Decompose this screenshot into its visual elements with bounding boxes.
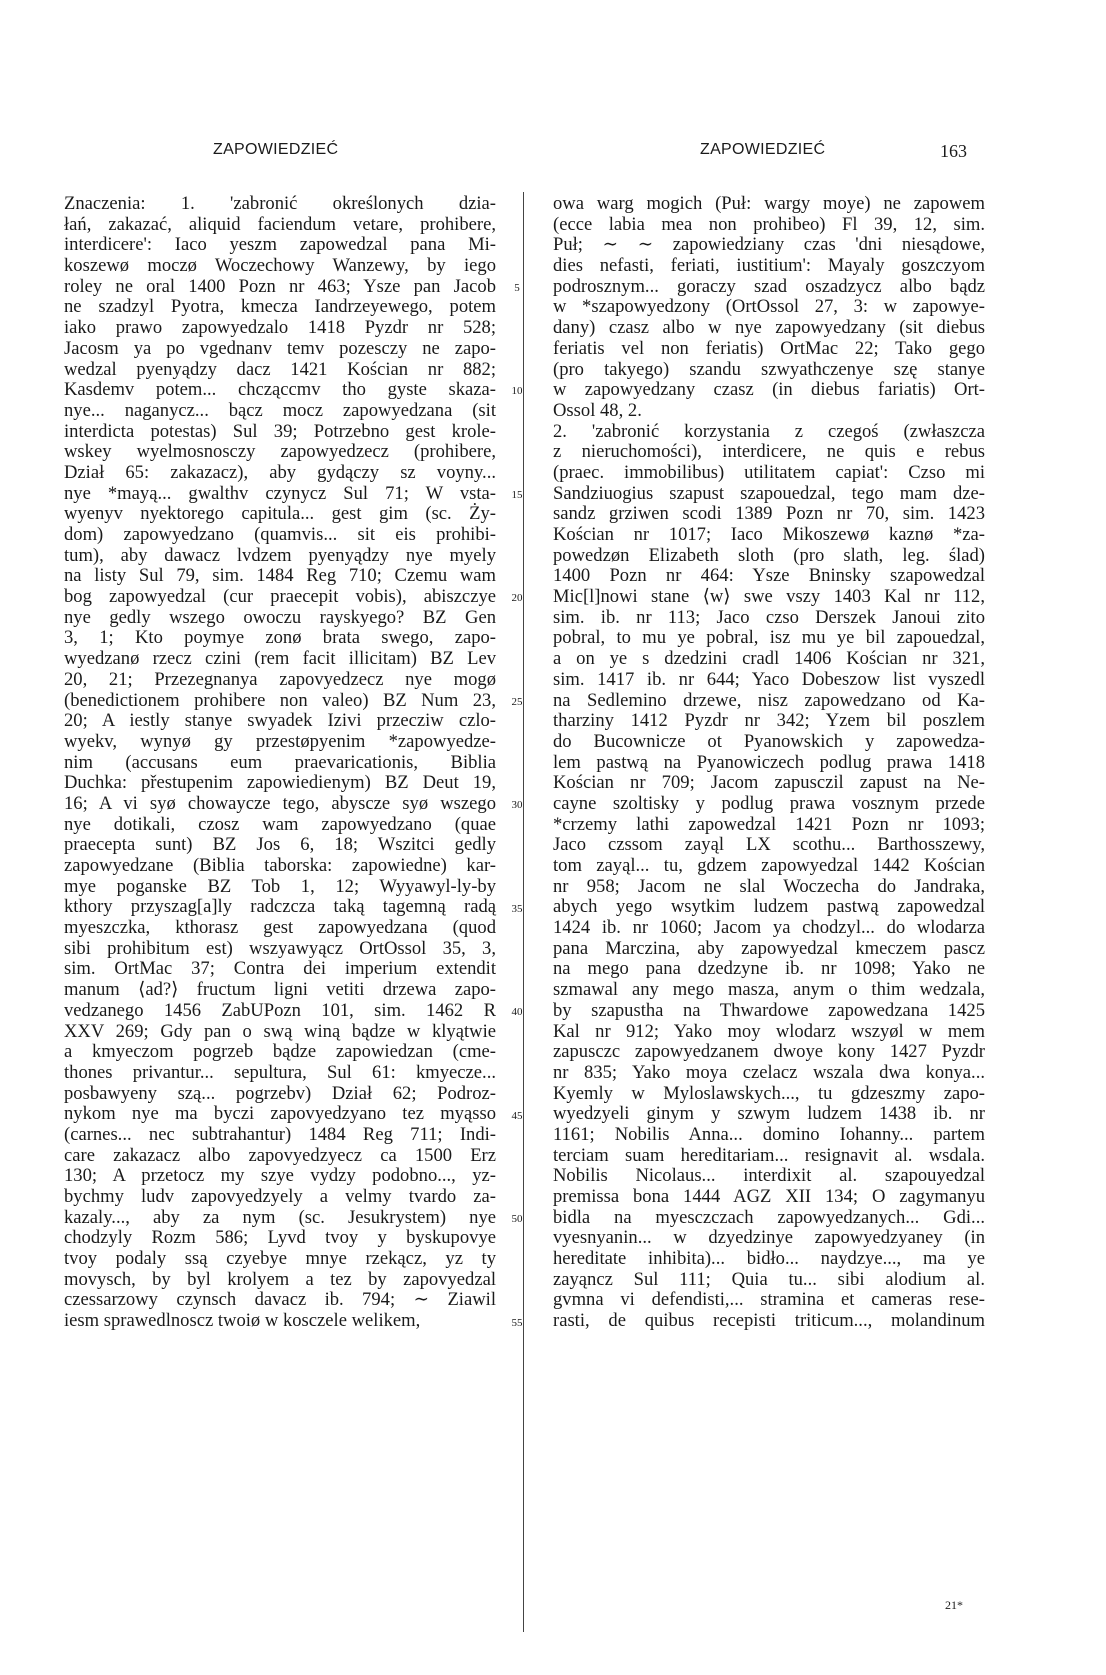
text-line: nim (accusans eum praevaricationis, Biblia [64, 751, 496, 773]
text-line: z nieruchomości), interdicere, ne quis e rebus [553, 441, 985, 463]
line-number: 50 [511, 1213, 523, 1226]
text-line: (ecce labia mea non prohibeo) Fl 39, 12, sim. [553, 213, 985, 235]
text-line: Dział 65: zakazacz), aby gydączy sz voyny... [64, 461, 496, 483]
text-line: sim. OrtMac 37; Contra dei imperium extendit [64, 958, 496, 980]
text-line: na mego pana dzedzyne ib. nr 1098; Yako ne [553, 958, 985, 980]
text-line: by szapustha na Thwardowe zapowedzana 1425 [553, 999, 985, 1021]
text-line: zapusczc zapowyedzanem dwoye kony 1427 Pyzdr [553, 1041, 985, 1063]
text-line: a kmyeczom pogrzeb bądze zapowiedzan (cme- [64, 1041, 496, 1063]
text-line: iako prawo zapowyedzalo 1418 Pyzdr nr 528; [64, 317, 496, 339]
text-line: roley ne oral 1400 Pozn nr 463; Ysze pan Jacob [64, 275, 496, 297]
text-line: 20; A iestly stanye swyadek Izivi przecziw czlo- [64, 710, 496, 732]
text-line: Duchka: přestupenim zapowiedienym) BZ Deut 19, [64, 772, 496, 794]
text-line: Znaczenia: 1. 'zabronić określonych dzia- [64, 193, 496, 214]
text-line: 1424 ib. nr 1060; Jacom ya chodzyl... do wlodarza [553, 917, 985, 939]
text-line: dom) zapowyedzano (quamvis... sit eis prohibi- [64, 524, 496, 545]
text-line: mye poganske BZ Tob 1, 12; Wyyawyl-ly-by [64, 875, 496, 897]
text-line: wyenyv nyektorego capitula... gest gim (sc. Ży- [64, 503, 496, 525]
text-line: interdicta potestas) Sul 39; Potrzebno gest krole- [64, 420, 496, 442]
text-line: nykom nye ma byczi zapovyedzyano tez myąsso [64, 1103, 496, 1125]
text-line: w *szapowyedzony (OrtOssol 27, 3: w zapowye- [553, 296, 985, 318]
text-line: abych yego wsytkim ludzem pastwą zapowedzal [553, 896, 985, 918]
line-number: 5 [514, 281, 520, 294]
text-line: owa warg mogich (Puł: wargy moye) ne zapowem [553, 193, 985, 214]
text-line: kthory przyszag[a]ly radczcza taką tagemną radą [64, 896, 496, 918]
text-line: zayąncz Sul 111; Quia tu... sibi alodium al. [553, 1268, 985, 1290]
text-line: rasti, de quibus recepisti triticum..., molandinum [553, 1310, 985, 1332]
text-line: kazaly..., aby za nym (sc. Jesukrystem) nye [64, 1206, 496, 1228]
text-line: 130; A przetocz my szye vydzy podobno..., yz- [64, 1165, 496, 1187]
text-line: vedzanego 1456 ZabUPozn 101, sim. 1462 R [64, 999, 496, 1021]
text-line: do Bucownicze ot Pyanowskich y zapowedza- [553, 730, 985, 752]
text-line: Ossol 48, 2. [553, 399, 642, 421]
text-line: wskey wyelmosnosczy zapowyedzecz (prohibere, [64, 441, 496, 463]
text-line: manum ⟨ad?⟩ fructum ligni vetiti drzewa zapo- [64, 979, 496, 1001]
text-line: Jaco czssom zayąl LX scothu... Barthosszewy, [553, 834, 985, 856]
text-line: 16; A vi syø chowaycze tego, abyscze syø wszego [64, 792, 496, 814]
line-number: 45 [511, 1109, 523, 1122]
text-line: sim. 1417 ib. nr 644; Yaco Dobeszow list vyszedl [553, 668, 985, 690]
text-line: Jacosm ya po vgednanv temv pozesczy ne zapo- [64, 337, 496, 359]
text-line: Sandziuogius szapust szapouedzal, tego mam dze- [553, 482, 985, 504]
sheet-signature: 21* [945, 1598, 963, 1612]
text-line: tom zayąl... tu, gdzem zapowyedzal 1442 Kościan [553, 855, 985, 876]
text-line: szmawal any mego masza, anym o thim wedzala, [553, 979, 985, 1001]
text-line: sandz grziwen scodi 1389 Pozn nr 70, sim. 1423 [553, 503, 985, 525]
text-line: nye *mayą... gwalthv czynycz Sul 71; W vsta- [64, 482, 496, 504]
text-line: dany) czasz albo w nye zapowyedzany (sit diebus [553, 317, 985, 339]
text-line: powedzøn Elizabeth sloth (pro slath, leg. ślad) [553, 544, 985, 566]
text-line: interdicere': Iaco yeszm zapowedzal pana Mi- [64, 234, 496, 256]
page-number: 163 [940, 141, 967, 161]
line-number: 15 [511, 488, 523, 501]
text-line: movysch, by byl krolyem a tez by zapovyedzal [64, 1268, 496, 1290]
text-line: pobral, to mu ye pobral, isz mu ye bil zapouedzal, [553, 627, 985, 649]
text-line: Kal nr 912; Yako moy wlodarz wszyøl w mem [553, 1020, 985, 1042]
text-line: Kyemly w Myloslawskych..., tu gdzeszmy zapo- [553, 1082, 985, 1104]
text-line: terciam suam hereditariam... resignavit al. wsdala. [553, 1144, 985, 1166]
text-line: praecepta sunt) BZ Jos 6, 18; Wszitci gedly [64, 834, 496, 856]
text-line: Nobilis Nicolaus... interdixit al. szapouyedzal [553, 1165, 985, 1187]
text-line: nye gedly wszego owoczu rayskyego? BZ Gen [64, 606, 496, 628]
text-line: XXV 269; Gdy pan o swą winą bądze w klyątwie [64, 1020, 496, 1042]
text-line: wyedzanø rzecz czini (rem facit illicitam) BZ Lev [64, 648, 496, 670]
text-line: iesm sprawedlnoscz twoiø w kosczele welikem, [64, 1310, 421, 1332]
text-line: premissa bona 1444 AGZ XII 134; O zagymanyu [553, 1186, 985, 1207]
text-line: sim. ib. nr 113; Jaco czso Derszek Janoui zito [553, 606, 985, 628]
text-line: hereditate inhibita)... bidło... naydzye..., ma ye [553, 1248, 985, 1270]
header-left-title: ZAPOWIEDZIEĆ [213, 141, 339, 158]
line-number: 40 [511, 1006, 523, 1019]
text-line: nye... naganycz... bącz mocz zapowyedzana (sit [64, 399, 496, 421]
text-line: pana Marczina, aby zapowyedzal kmeczem pascz [553, 937, 985, 959]
text-line: *crzemy lathi zapowedzal 1421 Pozn nr 1093; [553, 813, 985, 835]
text-line: wedzal pyenyądzy dacz 1421 Kościan nr 882; [64, 358, 496, 380]
text-line: Kościan nr 709; Jacom zapusczil zapust na Ne- [553, 772, 985, 794]
column-left [64, 194, 496, 1332]
text-line: vyesnyanin... w dzyedzinye zapowyedzyaney (in [553, 1227, 985, 1249]
text-line: tum), aby dawacz lvdzem pyenyądzy nye myely [64, 544, 496, 566]
text-line: łań, zakazać, aliquid faciendum vetare, prohibere, [64, 213, 496, 235]
text-line: Puł; ∼ ∼ zapowiedziany czas 'dni niesądowe, [553, 234, 985, 256]
text-line: podrosznym... goraczy szad oszadzycz albo bądz [553, 275, 985, 297]
text-line: sibi prohibitum est) wszyawyącz OrtOssol 35, 3, [64, 937, 496, 959]
text-line: zapowyedzane (Biblia taborska: zapowiedne) kar- [64, 855, 496, 876]
line-number: 10 [511, 385, 523, 398]
text-line: (benedictionem prohibere non valeo) BZ Num 23, [64, 689, 496, 711]
text-line: wyekv, wynyø gy przestøpyenim *zapowyedze- [64, 730, 496, 752]
text-line: na listy Sul 79, sim. 1484 Reg 710; Czemu wam [64, 565, 496, 587]
line-number: 20 [511, 592, 523, 605]
text-line: gvmna vi defendisti,... stramina et cameras rese- [553, 1289, 985, 1311]
text-line: Kościan nr 1017; Iaco Mikoszewø kaznø *za- [553, 524, 985, 545]
text-line: (praec. immobilibus) utilitatem capiat': Czso mi [553, 461, 985, 483]
text-line: a on ye s dzedzini cradl 1406 Kościan nr 321, [553, 648, 985, 670]
text-line: feriatis vel non feriatis) OrtMac 22; Tako gego [553, 337, 985, 359]
line-number: 35 [511, 902, 523, 915]
text-line: 20, 21; Przezegnanya zapovyedzecz nye mogø [64, 668, 496, 690]
text-line: nye dotikali, czosz wam zapowyedzano (quae [64, 813, 496, 835]
text-line: nr 835; Yako moya czelacz wszala dwa konya... [553, 1061, 985, 1083]
text-line: bog zapowyedzal (cur praecepit vobis), abiszczye [64, 586, 496, 608]
line-number: 30 [511, 799, 523, 812]
text-line: 1161; Nobilis Anna... domino Iohanny... partem [553, 1123, 985, 1145]
text-line: wyedzyeli ginym y szwym ludzem 1438 ib. nr [553, 1103, 985, 1125]
text-line: thones privantur... sepultura, Sul 61: kmyecze... [64, 1061, 496, 1083]
text-line: Mic[l]nowi stane ⟨w⟩ swe vszy 1403 Kal nr 112, [553, 586, 985, 608]
text-line: w zapowyedzany czasz (in diebus fariatis) Ort- [553, 379, 985, 401]
text-line: czessarzowy czynsch davacz ib. 794; ∼ Ziawil [64, 1289, 496, 1311]
header-right-title: ZAPOWIEDZIEĆ [700, 141, 826, 158]
text-line: myeszczka, kthorasz gest zapowyedzana (quod [64, 917, 496, 939]
text-line: lem pastwą na Pyanowiczech podlug prawa 1418 [553, 751, 985, 773]
text-line: (carnes... nec subtrahantur) 1484 Reg 711; Indi- [64, 1123, 496, 1145]
text-line: 2. 'zabronić korzystania z czegoś (zwłaszcza [553, 420, 985, 442]
text-line: ne szadzyl Pyotra, kmecza Iandrzeyewego, potem [64, 296, 496, 318]
text-line: bidla na myesczczach zapowyedzanych... Gdi... [553, 1206, 985, 1228]
text-line: dies nefasti, feriati, iustitium': Mayaly goszczyom [553, 255, 985, 277]
column-right [553, 194, 985, 1332]
text-line: chodzyly Rozm 586; Lyvd tvoy y byskupovye [64, 1227, 496, 1249]
text-line: bychmy ludv zapovyedzyely a velmy tvardo za- [64, 1186, 496, 1207]
text-line: Kasdemv potem... chcząccmv tho gyste skaza- [64, 379, 496, 401]
text-line: tvoy podaly ssą czyebye mnye rzekącz, yz ty [64, 1248, 496, 1270]
text-line: care zakazacz albo zapovyedzyecz ca 1500 Erz [64, 1144, 496, 1166]
text-line: tharziny 1412 Pyzdr nr 342; Yzem bil poszlem [553, 710, 985, 732]
text-line: nr 958; Jacom ne slal Woczecha do Jandraka, [553, 875, 985, 897]
text-line: posbawyeny szą... pogrzebv) Dział 62; Podroz- [64, 1082, 496, 1104]
text-line: (pro takyego) szandu szwyathczenye szę stanye [553, 358, 985, 380]
text-line: 3, 1; Kto poymye zonø brata swego, zapo- [64, 627, 496, 649]
line-number: 55 [511, 1316, 523, 1329]
text-line: na Sedlemino drzewe, nisz zapowedzano od Ka- [553, 689, 985, 711]
text-line: cayne szoltisky y podlug prawa vosznym przede [553, 792, 985, 814]
text-line: koszewø moczø Woczechowy Wanzewy, by iego [64, 255, 496, 277]
line-number: 25 [511, 695, 523, 708]
text-line: 1400 Pozn nr 464: Ysze Bninsky szapowedzal [553, 565, 985, 587]
